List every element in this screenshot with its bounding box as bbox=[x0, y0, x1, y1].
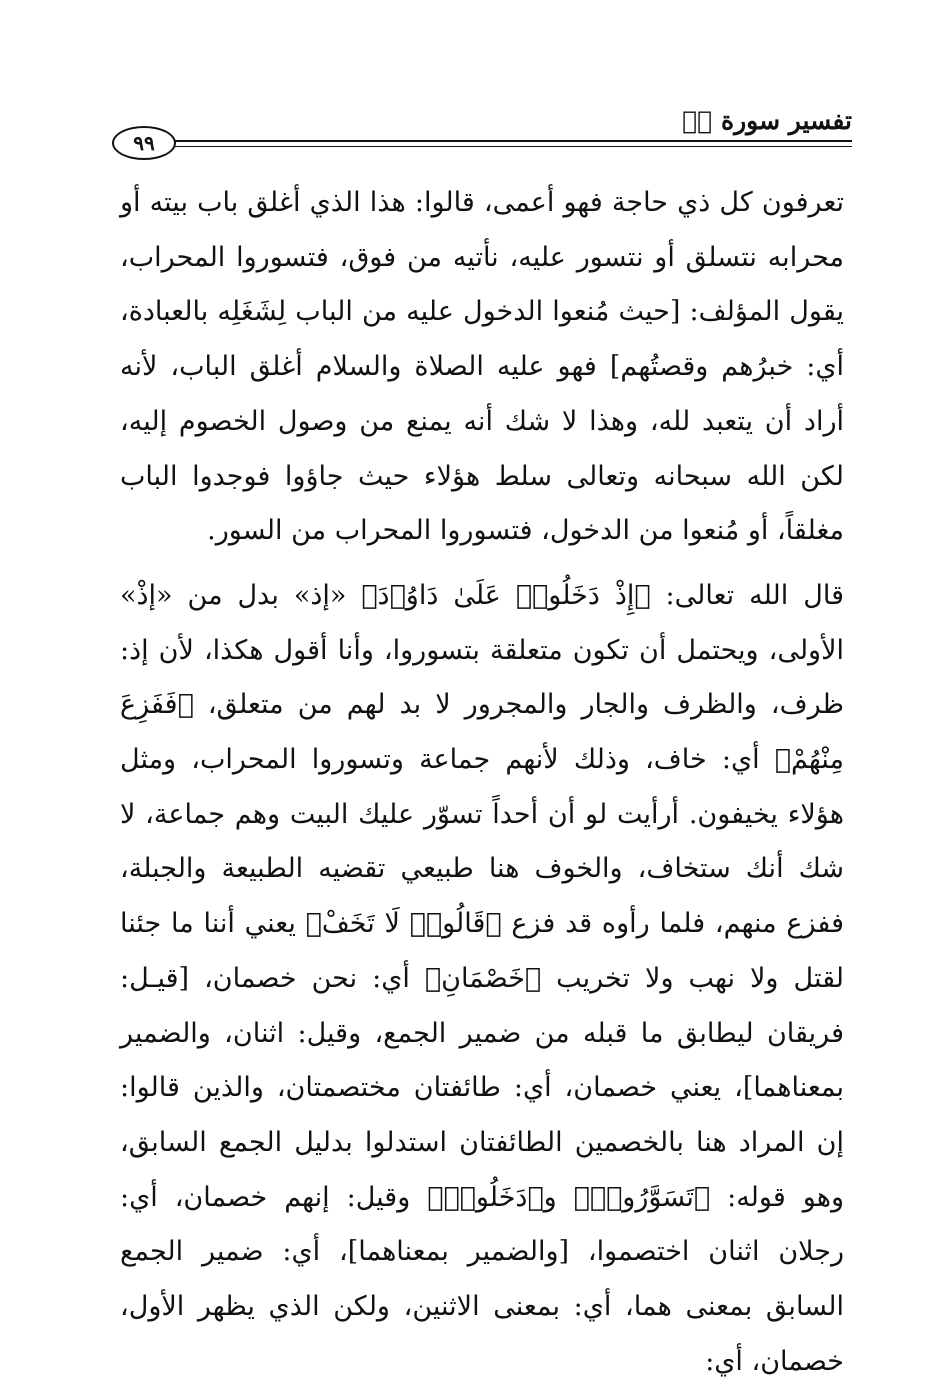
page-number: ٩٩ bbox=[112, 126, 176, 160]
paragraph-2: قال الله تعالى: ﴿إِذْ دَخَلُوا۟ عَلَىٰ دَاوُۥدَ﴾ «إذ» بدل من «إذْ» الأولى، ويحتمل أن تكون متعلقة بتسوروا، وأنا أقول هكذا، لأن إذ: ظرف، والظرف والجار والمجرور لا بد لهم من متعلق، ﴿فَفَزِعَ مِنْهُمْ﴾ أي: خاف، وذلك لأنهم جماعة وتسوروا المحراب، ومثل هؤلاء يخيفون. أرأيت لو أن أحداً تسوّر عليك البيت وهم جماعة، لا شك أنك ستخاف، والخوف هنا طبيعي تقضيه الطبيعة والجبلة، ففزع منهم، فلما رأوه قد فزع ﴿قَالُوا۟ لَا تَخَفْ﴾ يعني أننا ما جئنا لقتل ولا نهب ولا تخريب ﴿خَصْمَانِ﴾ أي: نحن خصمان، [قيـل: فريقان ليطابق ما قبله من ضمير الجمع، وقيل: اثنان، والضمير بمعناهما]، يعني خصمان، أي: طائفتان مختصمتان، والذين قالوا: إن المراد هنا بالخصمين الطائفتان استدلوا بدليل الجمع السابق، وهو قوله: ﴿تَسَوَّرُوا۟﴾ و﴿دَخَلُوا۟﴾ وقيل: إنهم خصمان، أي: رجلان اثنان اختصموا، [والضمير بمعناهما]، أي: ضمير الجمع السابق بمعنى هما، أي: بمعنى الاثنين، ولكن الذي يظهر الأول، خصمان، أي: bbox=[120, 579, 844, 1377]
page-header bbox=[112, 104, 852, 160]
body-text bbox=[120, 176, 844, 1389]
header-rule bbox=[174, 140, 852, 147]
paragraph-1: تعرفون كل ذي حاجة فهو أعمى، قالوا: هذا الذي أغلق باب بيته أو محرابه نتسلق أو نتسور عليه، نأتيه من فوق، فتسوروا المحراب، يقول المؤلف: [حيث مُنعوا الدخول عليه من الباب لِشَغَلِه بالعبادة، أي: خبرُهم وقصتُهم] فهو عليه الصلاة والسلام أغلق الباب، لأنه أراد أن يتعبد لله، وهذا لا شك أنه يمنع من وصول الخصوم إليه، لكن الله سبحانه وتعالى سلط هؤلاء حيث جاؤوا فوجدوا الباب مغلقاً، أو مُنعوا من الدخول، فتسوروا المحراب من السور. bbox=[120, 187, 845, 547]
book-title: تفسير سورة صۤ bbox=[682, 106, 852, 135]
